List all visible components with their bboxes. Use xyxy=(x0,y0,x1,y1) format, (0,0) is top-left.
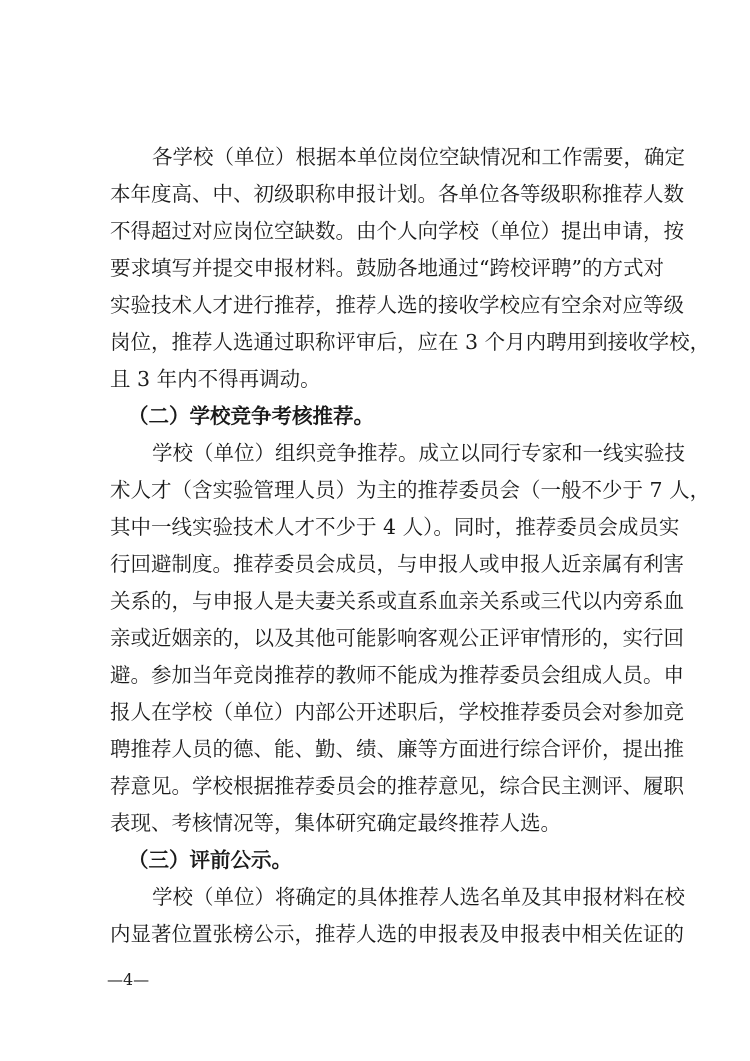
text-line: 学校（单位）将确定的具体推荐人选名单及其申报材料在校 xyxy=(152,885,685,909)
text-line: 学校（单位）组织竞争推荐。成立以同行专家和一线实验技 xyxy=(152,441,685,465)
text-line: 本年度高、中、初级职称申报计划。各单位各等级职称推荐人数 xyxy=(110,182,684,206)
text-line: 行回避制度。推荐委员会成员，与申报人或申报人近亲属有利害 xyxy=(110,552,684,576)
text-line: 要求填写并提交申报材料。鼓励各地通过“跨校评聘”的方式对 xyxy=(110,256,664,280)
text-line: 术人才（含实验管理人员）为主的推荐委员会（一般不少于 7 人， xyxy=(110,478,711,502)
text-line: 亲或近姻亲的，以及其他可能影响客观公正评审情形的，实行回 xyxy=(110,626,684,650)
text-line: 各学校（单位）根据本单位岗位空缺情况和工作需要，确定 xyxy=(152,145,685,169)
section-heading: （二）学校竞争考核推荐。 xyxy=(128,404,374,428)
text-line: 内显著位置张榜公示，推荐人选的申报表及申报表中相关佐证的 xyxy=(110,922,684,946)
text-line: 报人在学校（单位）内部公开述职后，学校推荐委员会对参加竞 xyxy=(110,700,684,724)
text-line: 且 3 年内不得再调动。 xyxy=(110,367,321,391)
text-line: 表现、考核情况等，集体研究确定最终推荐人选。 xyxy=(110,811,561,835)
section-heading: （三）评前公示。 xyxy=(128,848,292,872)
text-line: 实验技术人才进行推荐，推荐人选的接收学校应有空余对应等级 xyxy=(110,293,684,317)
text-line: 荐意见。学校根据推荐委员会的推荐意见，综合民主测评、履职 xyxy=(110,774,684,798)
text-line: 聘推荐人员的德、能、勤、绩、廉等方面进行综合评价，提出推 xyxy=(110,737,684,761)
text-line: 不得超过对应岗位空缺数。由个人向学校（单位）提出申请，按 xyxy=(110,219,684,243)
page-number: —4— xyxy=(107,970,150,989)
text-line: 其中一线实验技术人才不少于 4 人）。同时，推荐委员会成员实 xyxy=(110,515,680,539)
text-line: 关系的，与申报人是夫妻关系或直系血亲关系或三代以内旁系血 xyxy=(110,589,684,613)
text-line: 岗位，推荐人选通过职称评审后，应在 3 个月内聘用到接收学校， xyxy=(110,330,711,354)
text-line: 避。参加当年竞岗推荐的教师不能成为推荐委员会组成人员。申 xyxy=(110,663,684,687)
